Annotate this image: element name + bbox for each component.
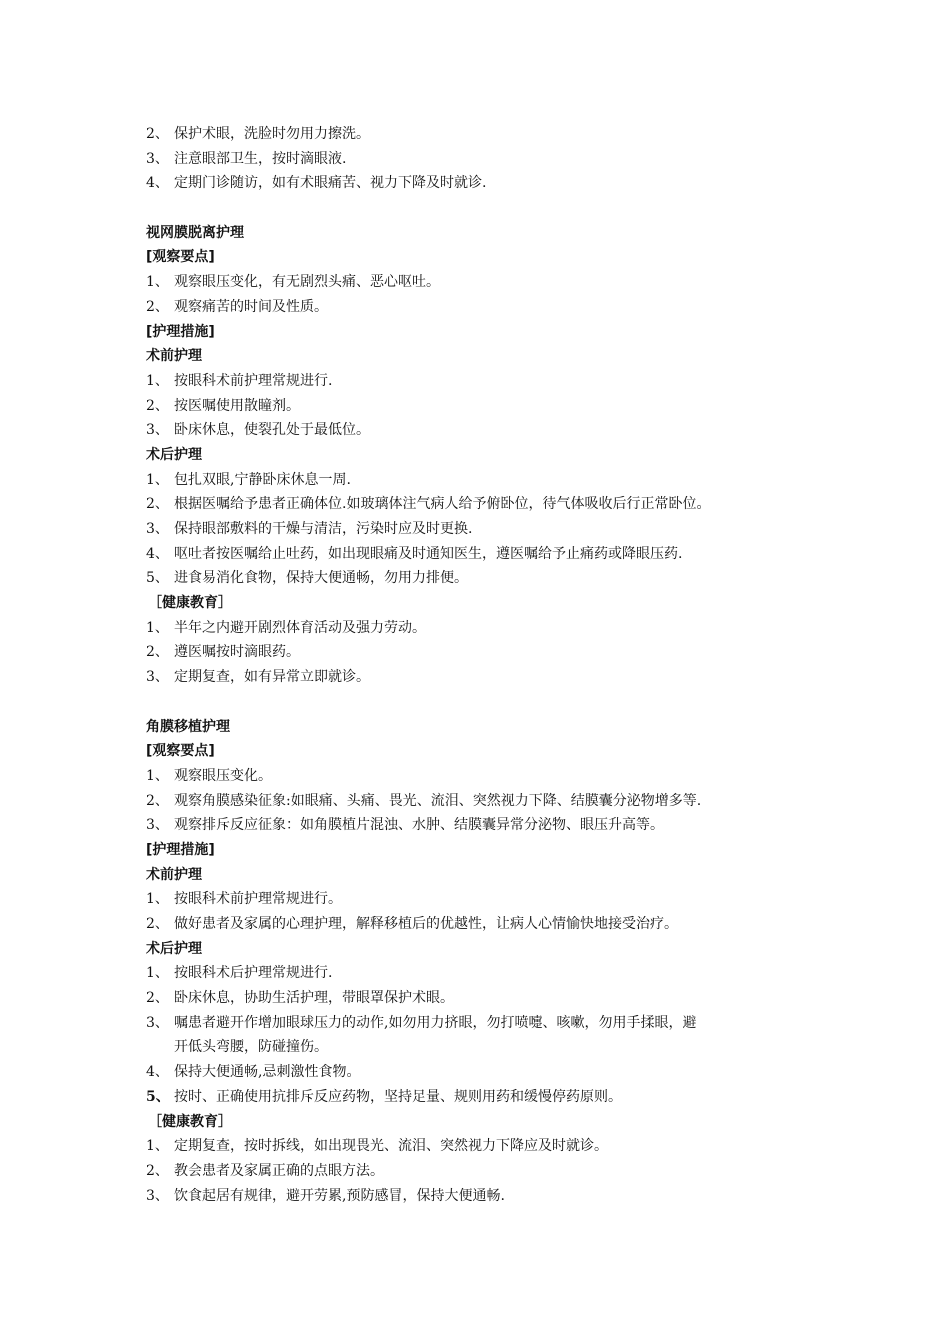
list-item (146, 270, 846, 295)
list-item (146, 1159, 846, 1184)
item-number: 2、 (146, 397, 169, 414)
item-number: 2、 (146, 916, 169, 932)
item-number: 1、 (146, 965, 169, 982)
item-number: 1、 (146, 372, 169, 389)
item-text: 按眼科术后护理常规进行. (174, 965, 333, 982)
item-text: 保持眼部敷料的干燥与清洁，污染时应及时更换. (174, 521, 473, 537)
subsection-heading: [护理措施] (146, 841, 215, 858)
subsection-heading: 术前护理 (146, 866, 202, 883)
list-item (146, 418, 846, 443)
list-item (146, 295, 846, 320)
list-item (146, 665, 846, 690)
list-item (146, 517, 846, 542)
list-item (146, 468, 846, 493)
list-item (146, 789, 846, 814)
list-item (146, 887, 846, 912)
list-item (146, 394, 846, 419)
section-title: 角膜移植护理 (146, 718, 230, 735)
item-text: 按时、正确使用抗排斥反应药物，坚持足量、规则用药和缓慢停药原则。 (174, 1088, 622, 1105)
list-item (146, 640, 846, 665)
section-title: 视网膜脱离护理 (146, 224, 244, 241)
item-number: 1、 (146, 274, 169, 291)
list-item (146, 171, 846, 196)
item-number: 4、 (146, 175, 169, 192)
subsection-heading: [观察要点] (146, 249, 215, 266)
item-text: 呕吐者按医嘱给止吐药，如出现眼痛及时通知医生，遵医嘱给予止痛药或降眼压药. (174, 545, 683, 562)
list-item (146, 1085, 846, 1110)
list-item (146, 1134, 846, 1159)
subsection-heading: [观察要点] (146, 743, 215, 760)
item-number: 1、 (146, 767, 169, 784)
spacer (146, 196, 846, 221)
list-item (146, 764, 846, 789)
list-item (146, 566, 846, 591)
item-text: 做好患者及家属的心理护理，解释移植后的优越性，让病人心情愉快地接受治疗。 (174, 916, 678, 932)
item-text: 保护术眼，洗脸时勿用力擦洗。 (174, 126, 370, 142)
item-text: 包扎双眼,宁静卧床休息一周. (174, 471, 351, 488)
subsection-heading: 术前护理 (146, 348, 202, 365)
subsection-heading: [护理措施] (146, 323, 215, 340)
list-item (146, 961, 846, 986)
list-item (146, 616, 846, 641)
item-text: 教会患者及家属正确的点眼方法。 (174, 1162, 384, 1179)
item-number: 3、 (146, 150, 169, 167)
item-text: 遵医嘱按时滴眼药。 (174, 644, 300, 661)
item-number: 2、 (146, 496, 169, 513)
item-number: 2、 (146, 644, 169, 661)
list-item (146, 1011, 846, 1036)
item-number: 1、 (146, 891, 169, 908)
item-text: 观察痛苦的时间及性质。 (174, 298, 328, 315)
list-item (146, 1060, 846, 1085)
subsection-heading: 术后护理 (146, 940, 202, 957)
subsection-heading: 术后护理 (146, 446, 202, 463)
item-number: 3、 (146, 1187, 169, 1204)
subsection-heading: ［健康教育］ (148, 595, 232, 612)
item-number: 3、 (146, 669, 169, 686)
item-text: 保持大便通畅,忌刺激性食物。 (174, 1064, 361, 1081)
item-text: 观察排斥反应征象：如角膜植片混浊、水肿、结膜囊异常分泌物、眼压升高等。 (174, 817, 664, 834)
item-number: 5、 (146, 570, 169, 587)
item-number: 5、 (146, 1088, 170, 1105)
item-number: 1、 (146, 619, 169, 636)
item-number: 2、 (146, 792, 169, 809)
item-number: 3、 (146, 521, 169, 537)
item-number: 1、 (146, 471, 169, 488)
item-number: 1、 (146, 1138, 169, 1155)
list-item-continuation: 开低头弯腰，防碰撞伤。 (174, 1039, 328, 1056)
list-item (146, 1184, 846, 1209)
item-text: 观察角膜感染征象:如眼痛、头痛、畏光、流泪、突然视力下降、结膜囊分泌物增多等. (174, 792, 702, 809)
item-number: 4、 (146, 545, 169, 562)
list-item (146, 492, 846, 517)
document-page (146, 122, 846, 1208)
item-text: 进食易消化食物，保持大便通畅，勿用力排便。 (174, 570, 468, 587)
item-text: 按医嘱使用散瞳剂。 (174, 397, 300, 414)
item-number: 3、 (146, 1014, 169, 1031)
item-text: 定期门诊随访，如有术眼痛苦、视力下降及时就诊. (174, 175, 487, 192)
item-text: 按眼科术前护理常规进行。 (174, 891, 342, 908)
list-item (146, 369, 846, 394)
item-text: 嘱患者避开作增加眼球压力的动作,如勿用力挤眼，勿打喷嚏、咳嗽，勿用手揉眼，避 (174, 1014, 697, 1031)
item-text: 卧床休息，使裂孔处于最低位。 (174, 422, 370, 439)
item-text: 按眼科术前护理常规进行. (174, 372, 333, 389)
list-item (146, 147, 846, 172)
item-number: 3、 (146, 422, 169, 439)
item-text: 根据医嘱给予患者正确体位.如玻璃体注气病人给予俯卧位，待气体吸收后行正常卧位。 (174, 496, 711, 513)
item-text: 观察眼压变化，有无剧烈头痛、恶心呕吐。 (174, 274, 440, 291)
item-number: 2、 (146, 298, 169, 315)
item-number: 2、 (146, 1162, 169, 1179)
list-item (146, 912, 846, 937)
item-number: 4、 (146, 1064, 169, 1081)
item-number: 2、 (146, 990, 169, 1007)
item-text: 饮食起居有规律，避开劳累,预防感冒，保持大便通畅. (174, 1187, 505, 1204)
item-text: 卧床休息，协助生活护理，带眼罩保护术眼。 (174, 990, 454, 1007)
item-text: 定期复查，如有异常立即就诊。 (174, 669, 370, 686)
list-item (146, 122, 846, 147)
item-text: 注意眼部卫生，按时滴眼液. (174, 150, 347, 167)
item-text: 半年之内避开剧烈体育活动及强力劳动。 (174, 619, 426, 636)
list-item (146, 542, 846, 567)
list-item (146, 813, 846, 838)
item-number: 3、 (146, 817, 169, 834)
list-item (146, 986, 846, 1011)
item-text: 定期复查，按时拆线，如出现畏光、流泪、突然视力下降应及时就诊。 (174, 1138, 608, 1155)
spacer (146, 690, 846, 715)
item-number: 2、 (146, 126, 169, 142)
subsection-heading: ［健康教育］ (148, 1113, 232, 1130)
item-text: 观察眼压变化。 (174, 767, 272, 784)
